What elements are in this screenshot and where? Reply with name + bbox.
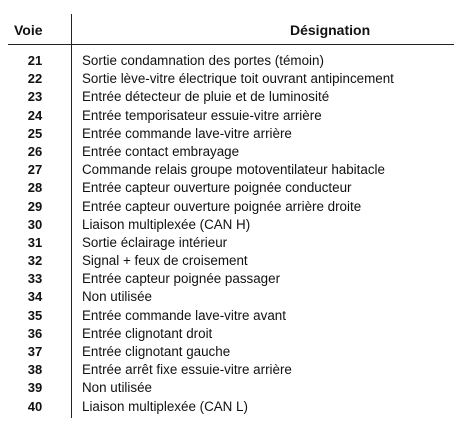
table-row	[0, 270, 457, 288]
voie-cell: 26	[27, 143, 43, 159]
voie-cell: 21	[27, 53, 43, 68]
voie-cell: 34	[27, 289, 43, 305]
table-row	[0, 361, 457, 379]
table-row	[0, 288, 457, 306]
column-header-designation: Désignation	[290, 22, 371, 38]
designation-cell: Entrée clignotant droit	[82, 325, 213, 341]
designation-cell: Entrée capteur poignée passager	[82, 271, 281, 287]
voie-cell: 39	[27, 380, 43, 396]
table-row	[0, 325, 457, 343]
header-divider	[8, 44, 454, 45]
table-row	[0, 161, 457, 179]
table-row	[0, 343, 457, 361]
designation-cell: Entrée temporisateur essuie-vitre arrière	[82, 107, 322, 123]
voie-cell: 24	[27, 107, 43, 123]
table-row	[0, 52, 457, 70]
designation-cell: Entrée commande lave-vitre arrière	[82, 125, 292, 141]
voie-cell: 32	[27, 253, 43, 269]
voie-cell: 37	[27, 344, 43, 359]
column-header-voie: Voie	[14, 22, 43, 38]
designation-cell: Entrée capteur ouverture poignée arrière droite	[82, 198, 362, 214]
designation-cell: Entrée arrêt fixe essuie-vitre arrière	[82, 362, 292, 378]
voie-cell: 27	[27, 162, 43, 178]
table-row	[0, 107, 457, 125]
table-row	[0, 125, 457, 143]
table-header-row	[0, 22, 457, 44]
designation-cell: Non utilisée	[82, 289, 152, 305]
designation-cell: Entrée contact embrayage	[82, 143, 240, 159]
table-row	[0, 234, 457, 252]
table-row	[0, 398, 457, 416]
voie-cell: 23	[27, 89, 43, 105]
table-row	[0, 70, 457, 88]
table-row	[0, 198, 457, 216]
designation-cell: Sortie condamnation des portes (témoin)	[82, 53, 324, 68]
table-row	[0, 88, 457, 106]
designation-cell: Entrée capteur ouverture poignée conducteur	[82, 180, 352, 196]
voie-cell: 28	[27, 180, 43, 196]
voie-cell: 33	[27, 271, 43, 287]
table-row	[0, 143, 457, 161]
designation-cell: Sortie éclairage intérieur	[82, 234, 228, 250]
voie-cell: 30	[27, 216, 43, 232]
table-row	[0, 252, 457, 270]
designation-cell: Entrée clignotant gauche	[82, 344, 231, 359]
designation-cell: Signal + feux de croisement	[82, 253, 248, 269]
designation-cell: Non utilisée	[82, 380, 152, 396]
table-row	[0, 179, 457, 197]
table-row	[0, 216, 457, 234]
voie-cell: 31	[27, 234, 43, 250]
table-body	[0, 52, 457, 416]
designation-cell: Entrée détecteur de pluie et de luminosité	[82, 89, 330, 105]
table-row	[0, 307, 457, 325]
designation-cell: Commande relais groupe motoventilateur habitacle	[82, 162, 385, 178]
voie-cell: 38	[27, 362, 43, 378]
designation-cell: Liaison multiplexée (CAN H)	[82, 216, 251, 232]
voie-cell: 22	[27, 71, 43, 87]
designation-cell: Entrée commande lave-vitre avant	[82, 307, 286, 323]
voie-cell: 36	[27, 325, 43, 341]
voie-cell: 35	[27, 307, 43, 323]
designation-cell: Liaison multiplexée (CAN L)	[82, 398, 248, 414]
voie-cell: 40	[27, 398, 43, 414]
table-row	[0, 379, 457, 397]
designation-cell: Sortie lève-vitre électrique toit ouvrant antipincement	[82, 71, 394, 87]
voie-cell: 25	[27, 125, 43, 141]
voie-cell: 29	[27, 198, 43, 214]
